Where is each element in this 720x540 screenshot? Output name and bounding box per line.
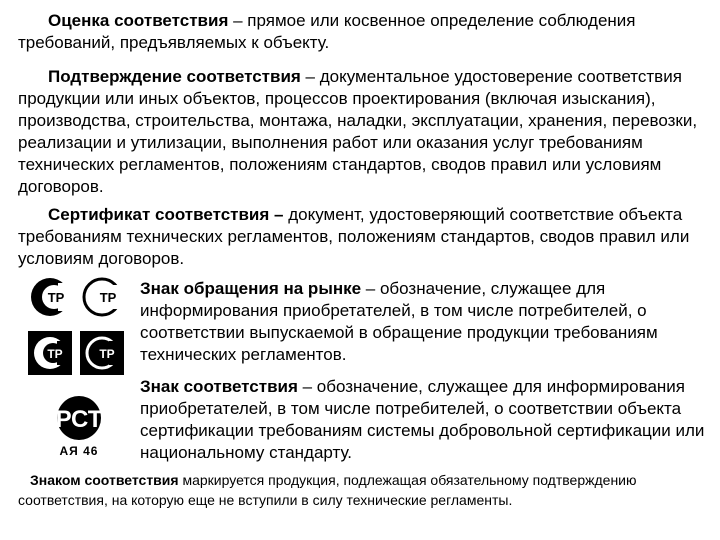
ctr-outline-mark-icon bbox=[80, 275, 124, 319]
paragraph-footer bbox=[18, 470, 712, 510]
market-mark-black-bg-solid bbox=[28, 324, 72, 380]
market-marks-row-bottom bbox=[28, 324, 124, 380]
market-mark-black-bg-outline bbox=[80, 324, 124, 380]
rst-mark-code: АЯ 46 bbox=[59, 444, 99, 458]
definition-certificate: документ, удостоверяющий соответствие объекта требованиям технических регламентов, положениям стандартов, сводов правил или условиям договоров. bbox=[18, 205, 690, 268]
definition-conformity-mark: – обозначение, служащее для информирования приобретателей, в том числе потребителей, о соответствии объекта сертификации требованиям системы добровольной сертификации или национальному стандарту. bbox=[140, 377, 705, 462]
svg-text:TP: TP bbox=[99, 290, 117, 305]
term-assessment: Оценка соответствия bbox=[48, 11, 229, 30]
market-marks-row-top bbox=[28, 268, 124, 324]
term-confirmation: Подтверждение соответствия bbox=[48, 67, 301, 86]
definition-assessment: – прямое или косвенное определение соблюдения требований, предъявляемых к объекту. bbox=[18, 11, 636, 52]
rst-mark bbox=[44, 390, 114, 460]
paragraph-market-mark bbox=[140, 278, 710, 366]
svg-text:TP: TP bbox=[47, 290, 65, 305]
paragraph-certificate bbox=[18, 204, 708, 270]
svg-text:TP: TP bbox=[47, 347, 63, 361]
term-conformity-mark: Знак соответствия bbox=[140, 377, 298, 396]
paragraph-confirmation bbox=[18, 66, 708, 198]
definition-confirmation: – документальное удостоверение соответствия продукции или иных объектов, процессов проектирования (включая изыскания), производства, строительства, монтажа, наладки, эксплуатации, хранения, перевозки, реализации и утилизации, выполнения работ или оказания услуг требованиям технических регламентов, положениям стандартов, сводов правил или условиям договоров. bbox=[18, 67, 698, 196]
market-mark-white-black-c bbox=[28, 268, 72, 324]
ctr-inverted-mark-icon bbox=[28, 331, 72, 375]
term-certificate: Сертификат соответствия – bbox=[48, 205, 284, 224]
market-mark-white-outline bbox=[80, 268, 124, 324]
definition-market-mark: – обозначение, служащее для информирования приобретателей, в том числе потребителей, о соответствии выпускаемой в обращение продукции требованиям технических регламентов. bbox=[140, 279, 658, 364]
paragraph-assessment bbox=[18, 10, 708, 54]
term-footer: Знаком соответствия bbox=[30, 472, 179, 488]
svg-text:РСТ: РСТ bbox=[55, 406, 103, 433]
ctr-inverted-outline-mark-icon bbox=[80, 331, 124, 375]
term-market-mark: Знак обращения на рынке bbox=[140, 279, 362, 298]
svg-text:TP: TP bbox=[99, 347, 115, 361]
paragraph-conformity-mark bbox=[140, 376, 710, 464]
definition-footer: маркируется продукция, подлежащая обязательному подтверждению соответствия, на которую еще не вступили в силу технические регламенты. bbox=[18, 472, 637, 508]
ctr-mark-icon bbox=[28, 275, 72, 319]
